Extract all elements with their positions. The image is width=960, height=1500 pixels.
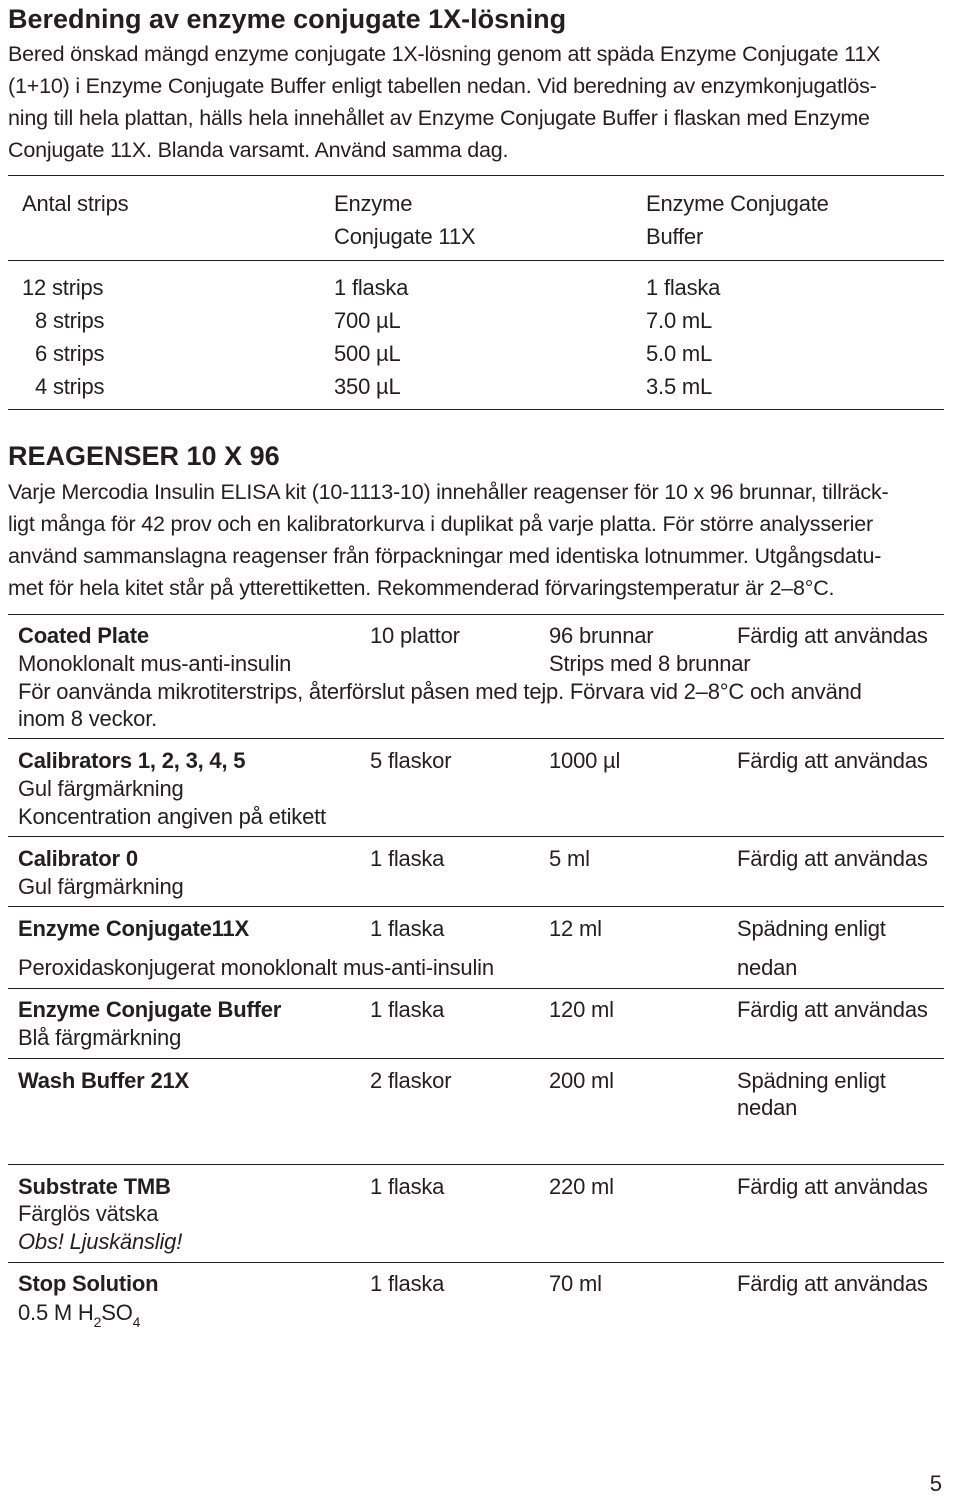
section-title-dilution: Beredning av enzyme conjugate 1X-lösning	[8, 4, 567, 34]
reagent-status: Färdig att användas	[737, 623, 928, 648]
table-cell-buffer: 3.5 mL	[646, 374, 713, 399]
reagent-description: Monoklonalt mus-anti-insulin	[18, 651, 292, 676]
reagent-status: nedan	[737, 1095, 798, 1120]
reagent-divider	[8, 988, 944, 989]
header-enzyme-conjugate: Enzyme	[334, 191, 413, 216]
formula-text: 0.5 M H	[18, 1300, 94, 1325]
table-cell-strips: 6 strips	[35, 341, 105, 366]
header-conjugate-buffer: Enzyme Conjugate	[646, 191, 829, 216]
section-title-reagents: REAGENSER 10 X 96	[8, 441, 280, 471]
table-cell-conjugate: 700 µL	[334, 308, 401, 333]
reagent-status: nedan	[737, 955, 798, 980]
reagent-name-substrate: Substrate TMB	[18, 1174, 171, 1199]
reagent-qty: 5 flaskor	[370, 748, 452, 773]
reagent-name-wash-buffer: Wash Buffer 21X	[18, 1068, 190, 1093]
formula-subscript: 4	[132, 1314, 141, 1330]
dilution-instructions	[8, 38, 958, 166]
table-cell-strips: 8 strips	[35, 308, 105, 333]
table-cell-conjugate: 1 flaska	[334, 275, 409, 300]
reagent-description: Gul färgmärkning	[18, 874, 184, 899]
paragraph-line: (1+10) i Enzyme Conjugate Buffer enligt tabellen nedan. Vid beredning av enzymkonjugatlös-	[8, 74, 877, 98]
reagent-warning: Obs! Ljuskänslig!	[18, 1229, 183, 1254]
reagent-divider	[8, 738, 944, 739]
table-top-rule	[8, 175, 944, 176]
paragraph-line: Conjugate 11X. Blanda varsamt. Använd samma dag.	[8, 138, 509, 162]
header-antal-strips: Antal strips	[22, 191, 129, 216]
reagent-divider	[8, 1058, 944, 1059]
reagent-description: Färglös vätska	[18, 1201, 159, 1226]
table-cell-buffer: 1 flaska	[646, 275, 721, 300]
reagent-name-coated-plate: Coated Plate	[18, 623, 149, 648]
reagent-name-calibrators: Calibrators 1, 2, 3, 4, 5	[18, 748, 246, 773]
reagent-name-stop-solution: Stop Solution	[18, 1271, 159, 1296]
table-cell-strips: 4 strips	[35, 374, 105, 399]
reagent-description: Blå färgmärkning	[18, 1025, 182, 1050]
table-cell-buffer: 5.0 mL	[646, 341, 713, 366]
reagent-divider	[8, 1262, 944, 1263]
table-cell-conjugate: 350 µL	[334, 374, 401, 399]
reagent-volume: 12 ml	[549, 916, 602, 941]
reagent-status: Färdig att användas	[737, 997, 928, 1022]
reagent-description: Peroxidaskonjugerat monoklonalt mus-anti-insulin	[18, 955, 494, 980]
reagent-note: inom 8 veckor.	[18, 706, 158, 731]
reagent-divider	[8, 906, 944, 907]
reagent-qty: 1 flaska	[370, 1271, 445, 1296]
reagent-name-enzyme-conjugate: Enzyme Conjugate11X	[18, 916, 249, 941]
reagent-volume: 200 ml	[549, 1068, 614, 1093]
reagent-qty: 2 flaskor	[370, 1068, 452, 1093]
table-cell-conjugate: 500 µL	[334, 341, 401, 366]
paragraph-line: Bered önskad mängd enzyme conjugate 1X-lösning genom att späda Enzyme Conjugate 11X	[8, 42, 881, 66]
reagent-volume: 5 ml	[549, 846, 590, 871]
table-header-rule	[8, 260, 944, 261]
reagent-name-enzyme-buffer: Enzyme Conjugate Buffer	[18, 997, 282, 1022]
table-cell-buffer: 7.0 mL	[646, 308, 713, 333]
reagent-status: Färdig att användas	[737, 1271, 928, 1296]
reagent-status: Färdig att användas	[737, 1174, 928, 1199]
reagent-formula	[18, 1299, 140, 1329]
reagent-divider	[8, 1164, 944, 1165]
formula-subscript: 2	[93, 1314, 102, 1330]
reagent-volume-detail: Strips med 8 brunnar	[549, 651, 751, 676]
paragraph-line: ligt många för 42 prov och en kalibratorkurva i duplikat på varje platta. För större analysserier	[8, 512, 873, 536]
header-conjugate-buffer: Buffer	[646, 224, 704, 249]
reagent-name-calibrator-0: Calibrator 0	[18, 846, 138, 871]
reagents-intro	[8, 476, 958, 604]
reagent-qty: 1 flaska	[370, 846, 445, 871]
reagent-volume: 1000 µl	[549, 748, 621, 773]
reagent-volume: 70 ml	[549, 1271, 602, 1296]
formula-text: SO	[101, 1300, 133, 1325]
reagent-status: Spädning enligt	[737, 916, 886, 941]
reagent-volume: 120 ml	[549, 997, 614, 1022]
reagent-description: Gul färgmärkning	[18, 776, 184, 801]
table-cell-strips: 12 strips	[22, 275, 104, 300]
page-number: 5	[929, 1471, 942, 1496]
paragraph-line: använd sammanslagna reagenser från förpackningar med identiska lotnummer. Utgångsdatu-	[8, 544, 882, 568]
paragraph-line: met för hela kitet står på ytterettiketten. Rekommenderad förvaringstemperatur är 2–8°C.	[8, 576, 835, 600]
reagent-divider	[8, 614, 944, 615]
reagent-note: För oanvända mikrotiterstrips, återförslut påsen med tejp. Förvara vid 2–8°C och använd	[18, 679, 862, 704]
reagent-qty: 1 flaska	[370, 997, 445, 1022]
reagent-qty: 1 flaska	[370, 1174, 445, 1199]
paragraph-line: Varje Mercodia Insulin ELISA kit (10-1113-10) innehåller reagenser för 10 x 96 brunnar, tillräck-	[8, 480, 889, 504]
table-bottom-rule	[8, 409, 944, 410]
reagent-status: Spädning enligt	[737, 1068, 886, 1093]
reagent-status: Färdig att användas	[737, 846, 928, 871]
reagent-divider	[8, 836, 944, 837]
reagent-status: Färdig att användas	[737, 748, 928, 773]
reagent-qty: 10 plattor	[370, 623, 460, 648]
paragraph-line: ning till hela plattan, hälls hela innehållet av Enzyme Conjugate Buffer i flaskan med Enzyme	[8, 106, 870, 130]
reagent-volume: 96 brunnar	[549, 623, 654, 648]
header-enzyme-conjugate: Conjugate 11X	[334, 224, 476, 249]
reagent-description: Koncentration angiven på etikett	[18, 804, 326, 829]
reagent-volume: 220 ml	[549, 1174, 614, 1199]
reagent-qty: 1 flaska	[370, 916, 445, 941]
